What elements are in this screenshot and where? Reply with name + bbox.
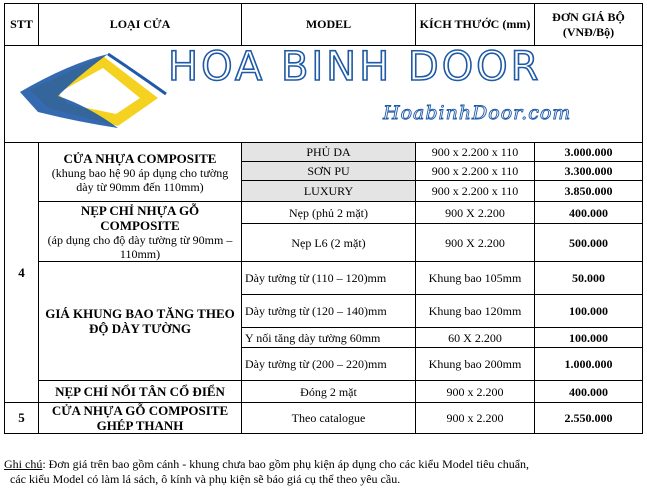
size-cell: Khung bao 120mm [416,295,535,328]
header-model: MODEL [242,4,416,46]
model-cell: Y nối tăng dày tường 60mm [242,328,416,348]
model-cell: Nẹp L6 (2 mặt) [242,224,416,262]
model-cell: Nẹp (phủ 2 mặt) [242,202,416,224]
price-cell: 3.000.000 [535,143,643,162]
size-cell: 900 x 2.200 x 110 [416,162,535,181]
price-cell: 3.300.000 [535,162,643,181]
stt-cell-5: 5 [5,403,39,434]
type-title: GIÁ KHUNG BAO TĂNG THEO ĐỘ DÀY TƯỜNG [45,306,235,336]
header-price: ĐƠN GIÁ BỘ (VNĐ/Bộ) [535,4,643,46]
table-row [5,143,643,162]
type-cell-composite [39,143,242,202]
footnote-text: : Đơn giá trên bao gồm cánh - khung chưa bao gồm phụ kiện áp dụng cho các kiểu Model tiêu chuẩn, [42,457,530,471]
model-cell: Đóng 2 mặt [242,381,416,403]
header-row [5,4,643,46]
type-cell-tancodien: NẸP CHỈ NỔI TÂN CỔ ĐIỂN [39,381,242,403]
table-row [5,403,643,434]
price-cell: 100.000 [535,328,643,348]
price-cell: 400.000 [535,381,643,403]
type-cell-khung [39,262,242,381]
header-type: LOẠI CỬA [39,4,242,46]
header-stt: STT [5,4,39,46]
logo-banner [5,46,643,143]
price-table [4,3,643,434]
type-desc: (khung bao hệ 90 áp dụng cho tường dày từ 90mm đến 110mm) [51,165,229,194]
price-cell: 400.000 [535,202,643,224]
model-cell: LUXURY [242,181,416,202]
size-cell: Khung bao 105mm [416,262,535,295]
model-cell: SƠN PU [242,162,416,181]
model-cell: Theo catalogue [242,403,416,434]
model-cell: PHỦ DA [242,143,416,162]
logo-brand-url: HoabinhDoor.com [383,102,572,124]
footnote [4,457,644,487]
size-cell: 900 X 2.200 [416,202,535,224]
price-cell: 3.850.000 [535,181,643,202]
type-desc: (áp dụng cho độ dày tường từ 90mm – 110mm) [47,232,233,261]
size-cell: 900 X 2.200 [416,224,535,262]
price-cell: 100.000 [535,295,643,328]
price-cell: 1.000.000 [535,348,643,381]
model-cell: Dày tường từ (200 – 220)mm [242,348,416,381]
size-cell: 900 x 2.200 [416,403,535,434]
size-cell: 900 x 2.200 x 110 [416,181,535,202]
size-cell: 60 X 2.200 [416,328,535,348]
size-cell: 900 x 2.200 x 110 [416,143,535,162]
table-row [5,381,643,403]
logo-row [5,46,643,143]
stt-cell-4: 4 [5,143,39,403]
model-cell: Dày tường từ (120 – 140)mm [242,295,416,328]
type-title: NẸP CHỈ NHỰA GỖ COMPOSITE [80,202,200,233]
model-cell: Dày tường từ (110 – 120)mm [242,262,416,295]
header-size: KÍCH THƯỚC (mm) [416,4,535,46]
price-cell: 500.000 [535,224,643,262]
logo-brand-name: HOA BINH DOOR [168,45,542,90]
footnote-label: Ghi chú [4,457,43,471]
size-cell: 900 x 2.200 [416,381,535,403]
table-row [5,202,643,224]
type-title: CỬA NHỰA COMPOSITE [63,150,217,166]
table-row [5,262,643,295]
price-cell: 2.550.000 [535,403,643,434]
size-cell: Khung bao 200mm [416,348,535,381]
footnote-text-2: các kiểu Model có làm lá sách, ô kính và phụ kiện sẽ báo giá cụ thể theo yêu cầu. [10,472,401,486]
price-cell: 50.000 [535,262,643,295]
type-cell-ghepthanh: CỬA NHỰA GỖ COMPOSITE GHÉP THANH [39,403,242,434]
type-cell-nep [39,202,242,262]
